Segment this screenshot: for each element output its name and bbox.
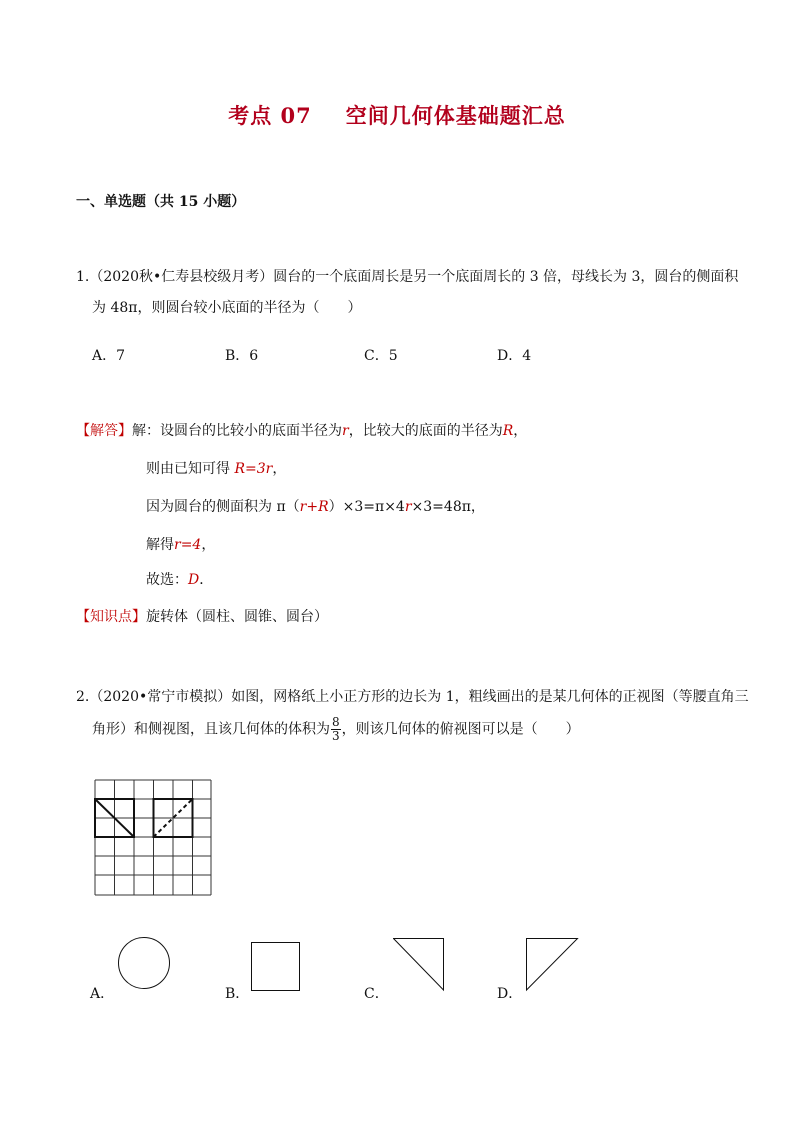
q1-option-a: A．7 <box>92 348 126 364</box>
knowledge-text: 旋转体（圆柱、圆锥、圆台） <box>146 609 328 625</box>
answer-text: ， <box>201 537 216 553</box>
answer-text: ，比较大的底面的半径为 <box>348 423 503 439</box>
answer-text: ×3=48π， <box>411 499 485 515</box>
q2-option-d-label: D． <box>497 986 523 1002</box>
var-r: r <box>342 423 349 439</box>
answer-line1 <box>76 418 527 444</box>
answer-choice: D <box>188 572 200 588</box>
square-shape <box>251 942 301 992</box>
answer-line5 <box>146 567 213 593</box>
title-prefix: 考点 07 <box>228 103 312 128</box>
var-r: r <box>404 499 412 515</box>
q2-text: 角形）和侧视图，且该几何体的体积为 <box>92 721 330 738</box>
knowledge-point <box>76 604 328 630</box>
answer-tag: 【解答】 <box>76 423 132 439</box>
triangle-left-shape <box>526 938 580 992</box>
answer-text: ）×3=π×4 <box>328 499 405 515</box>
q1-option-b: B．6 <box>225 348 259 364</box>
q2-line1: 2.（2020•常宁市模拟）如图，网格纸上小正方形的边长为 1，粗线画出的是某几何体的正视图（等腰直角三 <box>76 689 749 705</box>
q2-option-a-label: A． <box>90 986 115 1002</box>
answer-text: ， <box>513 423 528 439</box>
q1-option-d: D．4 <box>497 348 532 364</box>
answer-text: ． <box>199 572 214 588</box>
circle-shape <box>117 936 171 990</box>
triangle-right-shape <box>393 938 445 992</box>
q2-text: ，则该几何体的俯视图可以是（ ） <box>341 721 580 738</box>
title-main: 空间几何体基础题汇总 <box>345 103 566 128</box>
answer-text: 因为圆台的侧面积为 π（ <box>146 499 300 515</box>
answer-equation: r=4 <box>174 537 202 553</box>
answer-text: 则由已知可得 <box>146 461 230 477</box>
q1-option-c: C．5 <box>364 348 398 364</box>
var-R: R <box>502 423 514 439</box>
q2-option-b-label: B． <box>225 986 250 1002</box>
answer-line2 <box>146 456 286 482</box>
answer-line4 <box>146 532 215 558</box>
page-title <box>0 100 794 130</box>
answer-equation: R=3r <box>234 461 273 477</box>
answer-text: ， <box>272 461 287 477</box>
volume-fraction <box>331 716 341 743</box>
answer-line3 <box>146 494 485 520</box>
q2-option-c-label: C． <box>364 986 389 1002</box>
q1-line1: 1.（2020秋•仁寿县校级月考）圆台的一个底面周长是另一个底面周长的 3 倍，母线长为 3，圆台的侧面积 <box>76 269 739 285</box>
knowledge-tag: 【知识点】 <box>76 609 146 625</box>
grid-figure <box>94 779 214 897</box>
answer-text: 解得 <box>146 537 174 553</box>
answer-text: 解：设圆台的比较小的底面半径为 <box>132 423 342 439</box>
answer-text: 故选： <box>146 572 188 588</box>
q1-line2: 为 48π，则圆台较小底面的半径为（ ） <box>92 300 362 316</box>
answer-equation: r+R <box>299 499 329 515</box>
fraction-numerator: 8 <box>332 715 340 729</box>
q2-line2 <box>92 716 580 743</box>
section-heading: 一、单选题（共 15 小题） <box>76 194 246 210</box>
fraction-denominator: 3 <box>332 729 340 743</box>
